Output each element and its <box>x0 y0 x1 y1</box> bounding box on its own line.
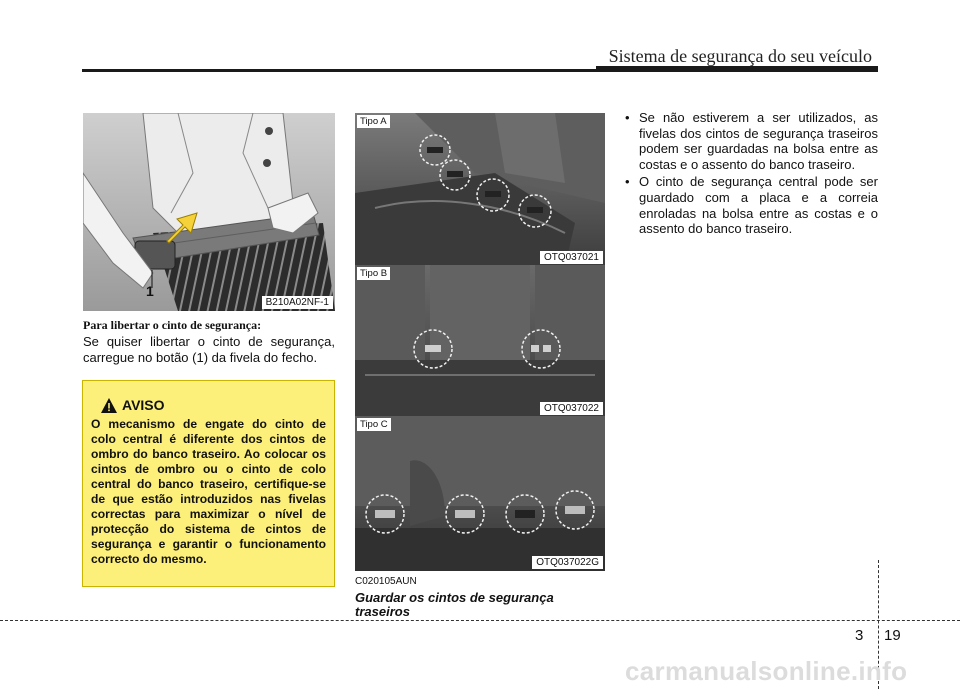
figure-type-label: Tipo C <box>357 418 391 431</box>
bullet-icon: • <box>625 110 630 125</box>
figure-code: OTQ037022 <box>540 402 603 415</box>
buckle-release-figure <box>83 113 335 311</box>
bullet-text: O cinto de segurança central pode ser guardado com a placa e a correia enroladas na bolsa entre as costas e o assento do banco traseiro. <box>639 174 878 237</box>
page-number: 19 <box>884 627 901 644</box>
release-title: Para libertar o cinto de segurança: <box>83 318 262 332</box>
storage-bullets <box>615 110 878 239</box>
footer-rule <box>0 620 960 621</box>
bullet-icon: • <box>625 174 630 190</box>
figure-code: OTQ037021 <box>540 251 603 264</box>
figure-tipo-b <box>355 265 605 417</box>
warning-label: AVISO <box>122 397 165 413</box>
list-item <box>615 110 878 172</box>
figure-code: B210A02NF-1 <box>262 296 333 309</box>
figure-tipo-a <box>355 113 605 266</box>
bullet-text: Se não estiverem a ser utilizados, as fivelas dos cintos de segurança traseiros podem ser guardadas na bolsa entre as costas e o assento do banco traseiro. <box>639 110 878 172</box>
warning-header <box>101 397 165 413</box>
warning-box <box>82 380 335 587</box>
callout-1: 1 <box>146 283 154 299</box>
header-rule-accent <box>596 66 878 72</box>
release-body: Se quiser libertar o cinto de segurança, carregue no botão (1) da fivela do fecho. <box>83 334 335 365</box>
warning-triangle-icon <box>101 398 117 413</box>
caption-code: C020105AUN <box>355 576 417 587</box>
section-title: Sistema de segurança do seu veículo <box>608 46 872 66</box>
figure-type-label: Tipo B <box>357 267 390 280</box>
list-item <box>615 174 878 236</box>
watermark: carmanualsonline.info <box>625 656 908 686</box>
figure-type-label: Tipo A <box>357 115 390 128</box>
warning-text: O mecanismo de engate do cinto de colo central é diferente dos cintos de ombro do banco traseiro. Ao colocar os cintos de ombro ou o cinto de colo central do banco traseiro, certifique-se de que estão introduzidos nas fivelas correctas para maximizar o nível de protecção do sistema de cintos de segurança e garantir o funcionamento correcto do mesmo. <box>91 417 326 566</box>
section-number: 3 <box>855 627 864 644</box>
caption-title: Guardar os cintos de segurança traseiros <box>355 590 554 619</box>
figure-tipo-c <box>355 416 605 571</box>
figure-code: OTQ037022G <box>532 556 603 569</box>
